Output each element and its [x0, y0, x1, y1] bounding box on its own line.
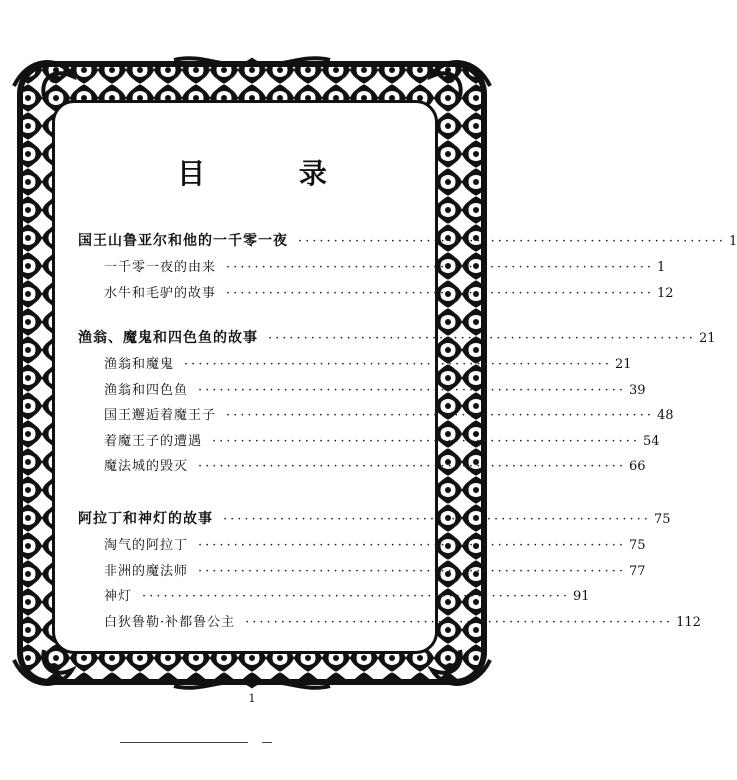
- toc-page-number: 91: [572, 589, 590, 605]
- toc-page-number: 112: [676, 614, 701, 630]
- toc-section-entry[interactable]: [104, 611, 701, 630]
- dot-leader: ····························································: [245, 614, 674, 630]
- toc-section-entry[interactable]: [104, 560, 646, 579]
- toc-page-number: 54: [642, 433, 660, 449]
- page-title: 目 录: [177, 157, 369, 190]
- toc-entry-title: 白狄鲁勒·补都鲁公主: [104, 614, 236, 630]
- toc-entry-title: 非洲的魔法师: [104, 563, 189, 579]
- toc-page-number: 1: [728, 234, 737, 249]
- toc-page-number: 21: [614, 357, 632, 372]
- toc-page-number: 21: [698, 331, 716, 346]
- toc-entry-title: 渔翁和魔鬼: [104, 357, 175, 372]
- dot-leader: ····························································: [142, 589, 570, 605]
- toc-entry-title: 魔法城的毁灭: [104, 459, 189, 475]
- toc-page-number: 77: [628, 563, 646, 579]
- dot-leader: ····························································: [268, 331, 696, 346]
- toc-section-entry[interactable]: [104, 353, 632, 372]
- toc-entry-title: 着魔王子的遭遇: [104, 433, 203, 449]
- toc-page-number: 48: [656, 408, 674, 424]
- toc-section-entry[interactable]: [104, 430, 660, 449]
- dot-leader: ····························································: [198, 382, 626, 398]
- dot-leader: ····························································: [226, 285, 654, 301]
- toc-entry-title: 渔翁、魔鬼和四色鱼的故事: [78, 330, 258, 346]
- dot-leader: ····························································: [226, 260, 654, 275]
- dot-leader: ····························································: [198, 538, 626, 553]
- toc-entry-title: 淘气的阿拉丁: [104, 538, 189, 553]
- toc-section-entry[interactable]: [104, 534, 646, 553]
- dot-leader: ····························································: [223, 512, 651, 527]
- page-number: 1: [248, 692, 256, 705]
- dot-leader: ····························································: [198, 459, 626, 475]
- toc-entry-title: 国王邂逅着魔王子: [104, 408, 217, 424]
- toc-section-entry[interactable]: [104, 404, 674, 424]
- toc-entry-title: 神灯: [104, 589, 133, 605]
- toc-chapter-entry[interactable]: [78, 508, 671, 528]
- toc-section-entry[interactable]: [104, 379, 646, 398]
- dot-leader: ····························································: [298, 234, 726, 249]
- toc-page-number: 75: [653, 512, 671, 527]
- toc-entry-title: 渔翁和四色鱼: [104, 382, 189, 398]
- toc-section-entry[interactable]: [104, 455, 646, 475]
- toc-page-number: 39: [628, 382, 646, 398]
- toc-section-entry[interactable]: [104, 256, 666, 275]
- toc-chapter-entry[interactable]: [78, 327, 716, 347]
- scan-artifact: [120, 742, 248, 743]
- toc-entry-title: 国王山鲁亚尔和他的一千零一夜: [78, 233, 288, 249]
- toc-page-number: 12: [656, 285, 674, 301]
- toc-entry-title: 水牛和毛驴的故事: [104, 285, 217, 301]
- toc-page-number: 1: [656, 260, 666, 275]
- dot-leader: ····························································: [184, 357, 612, 372]
- dot-leader: ····························································: [226, 408, 654, 424]
- toc-entry-title: 一千零一夜的由来: [104, 260, 217, 275]
- dot-leader: ····························································: [198, 563, 626, 579]
- toc-entry-title: 阿拉丁和神灯的故事: [78, 511, 213, 527]
- toc-page-number: 66: [628, 459, 646, 475]
- toc-chapter-entry[interactable]: [78, 230, 737, 250]
- dot-leader: ····························································: [212, 433, 640, 449]
- toc-page-number: 75: [628, 538, 646, 553]
- toc-section-entry[interactable]: [104, 585, 590, 605]
- toc-section-entry[interactable]: [104, 282, 674, 301]
- scan-artifact: [262, 742, 272, 743]
